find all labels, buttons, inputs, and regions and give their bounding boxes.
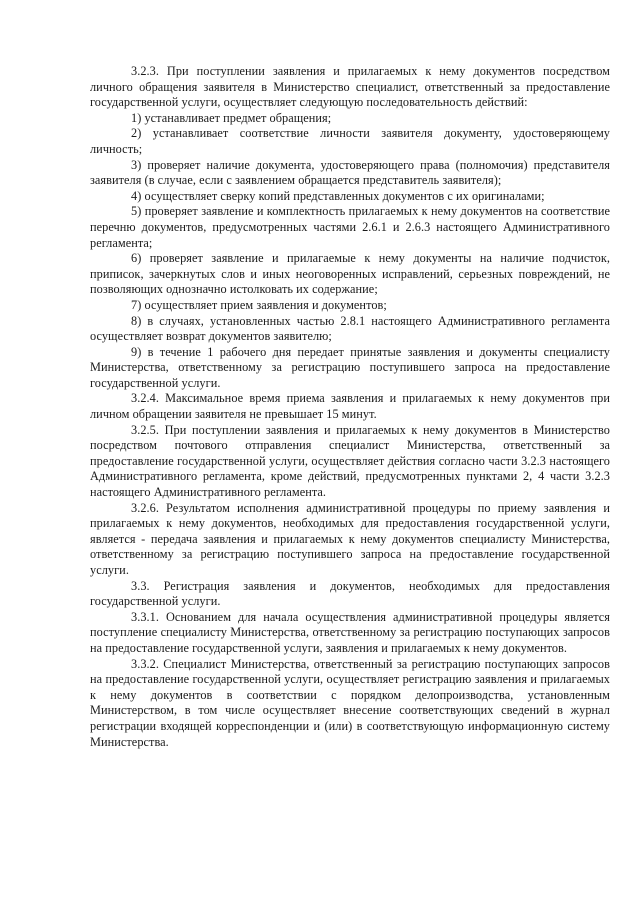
list-item-6: 6) проверяет заявление и прилагаемые к нему документы на наличие подчисток, приписок, зачеркнутых слов и иных неоговоренных исправлений, серьезных повреждений, не позволяющих однозначно истолковать их содержание;: [90, 251, 610, 297]
list-item-4: 4) осуществляет сверку копий представленных документов с их оригиналами;: [131, 188, 545, 203]
paragraph-3-3-1: 3.3.1. Основанием для начала осуществления административной процедуры является поступление специалисту Министерства, ответственному за регистрацию поступающих запросов на предоставление государственной услуги, заявления и прилагаемых к нему документов.: [90, 609, 610, 655]
list-item-5: 5) проверяет заявление и комплектность прилагаемых к нему документов на соответствие перечню документов, предусмотренных частями 2.6.1 и 2.6.3 настоящего Административного регламента;: [90, 204, 610, 250]
paragraph-3-2-6: 3.2.6. Результатом исполнения административной процедуры по приему заявления и прилагаемых к нему документов, необходимых для предоставления государственной услуги, является - передача заявления и прилагаемых к нему документов специалисту Министерства, ответственному за регистрацию поступившего запроса на предоставление государственной услуги.: [90, 500, 610, 577]
paragraph-3-2-3: 3.2.3. При поступлении заявления и прилагаемых к нему документов посредством личного обращения заявителя в Министерство специалист, ответственный за предоставление государственной услуги, осуществляет следующую последовательность действий:: [90, 64, 610, 110]
list-item-1: 1) устанавливает предмет обращения;: [131, 110, 332, 125]
list-item-7: 7) осуществляет прием заявления и документов;: [131, 297, 387, 312]
list-item-8: 8) в случаях, установленных частью 2.8.1 настоящего Административного регламента осуществляет возврат документов заявителю;: [90, 313, 610, 344]
paragraph-3-2-5: 3.2.5. При поступлении заявления и прилагаемых к нему документов в Министерство посредством почтового отправления специалист Министерства, ответственный за предоставление государственной услуги, осуществляет действия согласно части 3.2.3 настоящего Административного регламента, кроме действий, предусмотренных пунктами 2, 4 части 3.2.3 настоящего Административного регламента.: [90, 422, 610, 500]
document-body: [90, 64, 610, 750]
section-heading-3-3: 3.3. Регистрация заявления и документов, необходимых для предоставления государственной услуги.: [90, 578, 610, 609]
list-item-9: 9) в течение 1 рабочего дня передает принятые заявления и документы специалисту Министерства, ответственному за регистрацию поступившего запроса на предоставление государственной услуги.: [90, 344, 610, 390]
paragraph-3-3-2: 3.3.2. Специалист Министерства, ответственный за регистрацию поступающих запросов на предоставление государственной услуги, осуществляет регистрацию заявления и прилагаемых к нему документов в соответствии с порядком делопроизводства, установленным Министерством, в том числе осуществляет внесение соответствующих сведений в журнал регистрации входящей корреспонденции и (или) в соответствующую информационную систему Министерства.: [90, 656, 610, 749]
list-item-3: 3) проверяет наличие документа, удостоверяющего права (полномочия) представителя заявителя (в случае, если с заявлением обращается представитель заявителя);: [90, 157, 610, 188]
paragraph-3-2-4: 3.2.4. Максимальное время приема заявления и прилагаемых к нему документов при личном обращении заявителя не превышает 15 минут.: [90, 391, 610, 422]
list-item-2: 2) устанавливает соответствие личности заявителя документу, удостоверяющему личность;: [90, 126, 610, 156]
